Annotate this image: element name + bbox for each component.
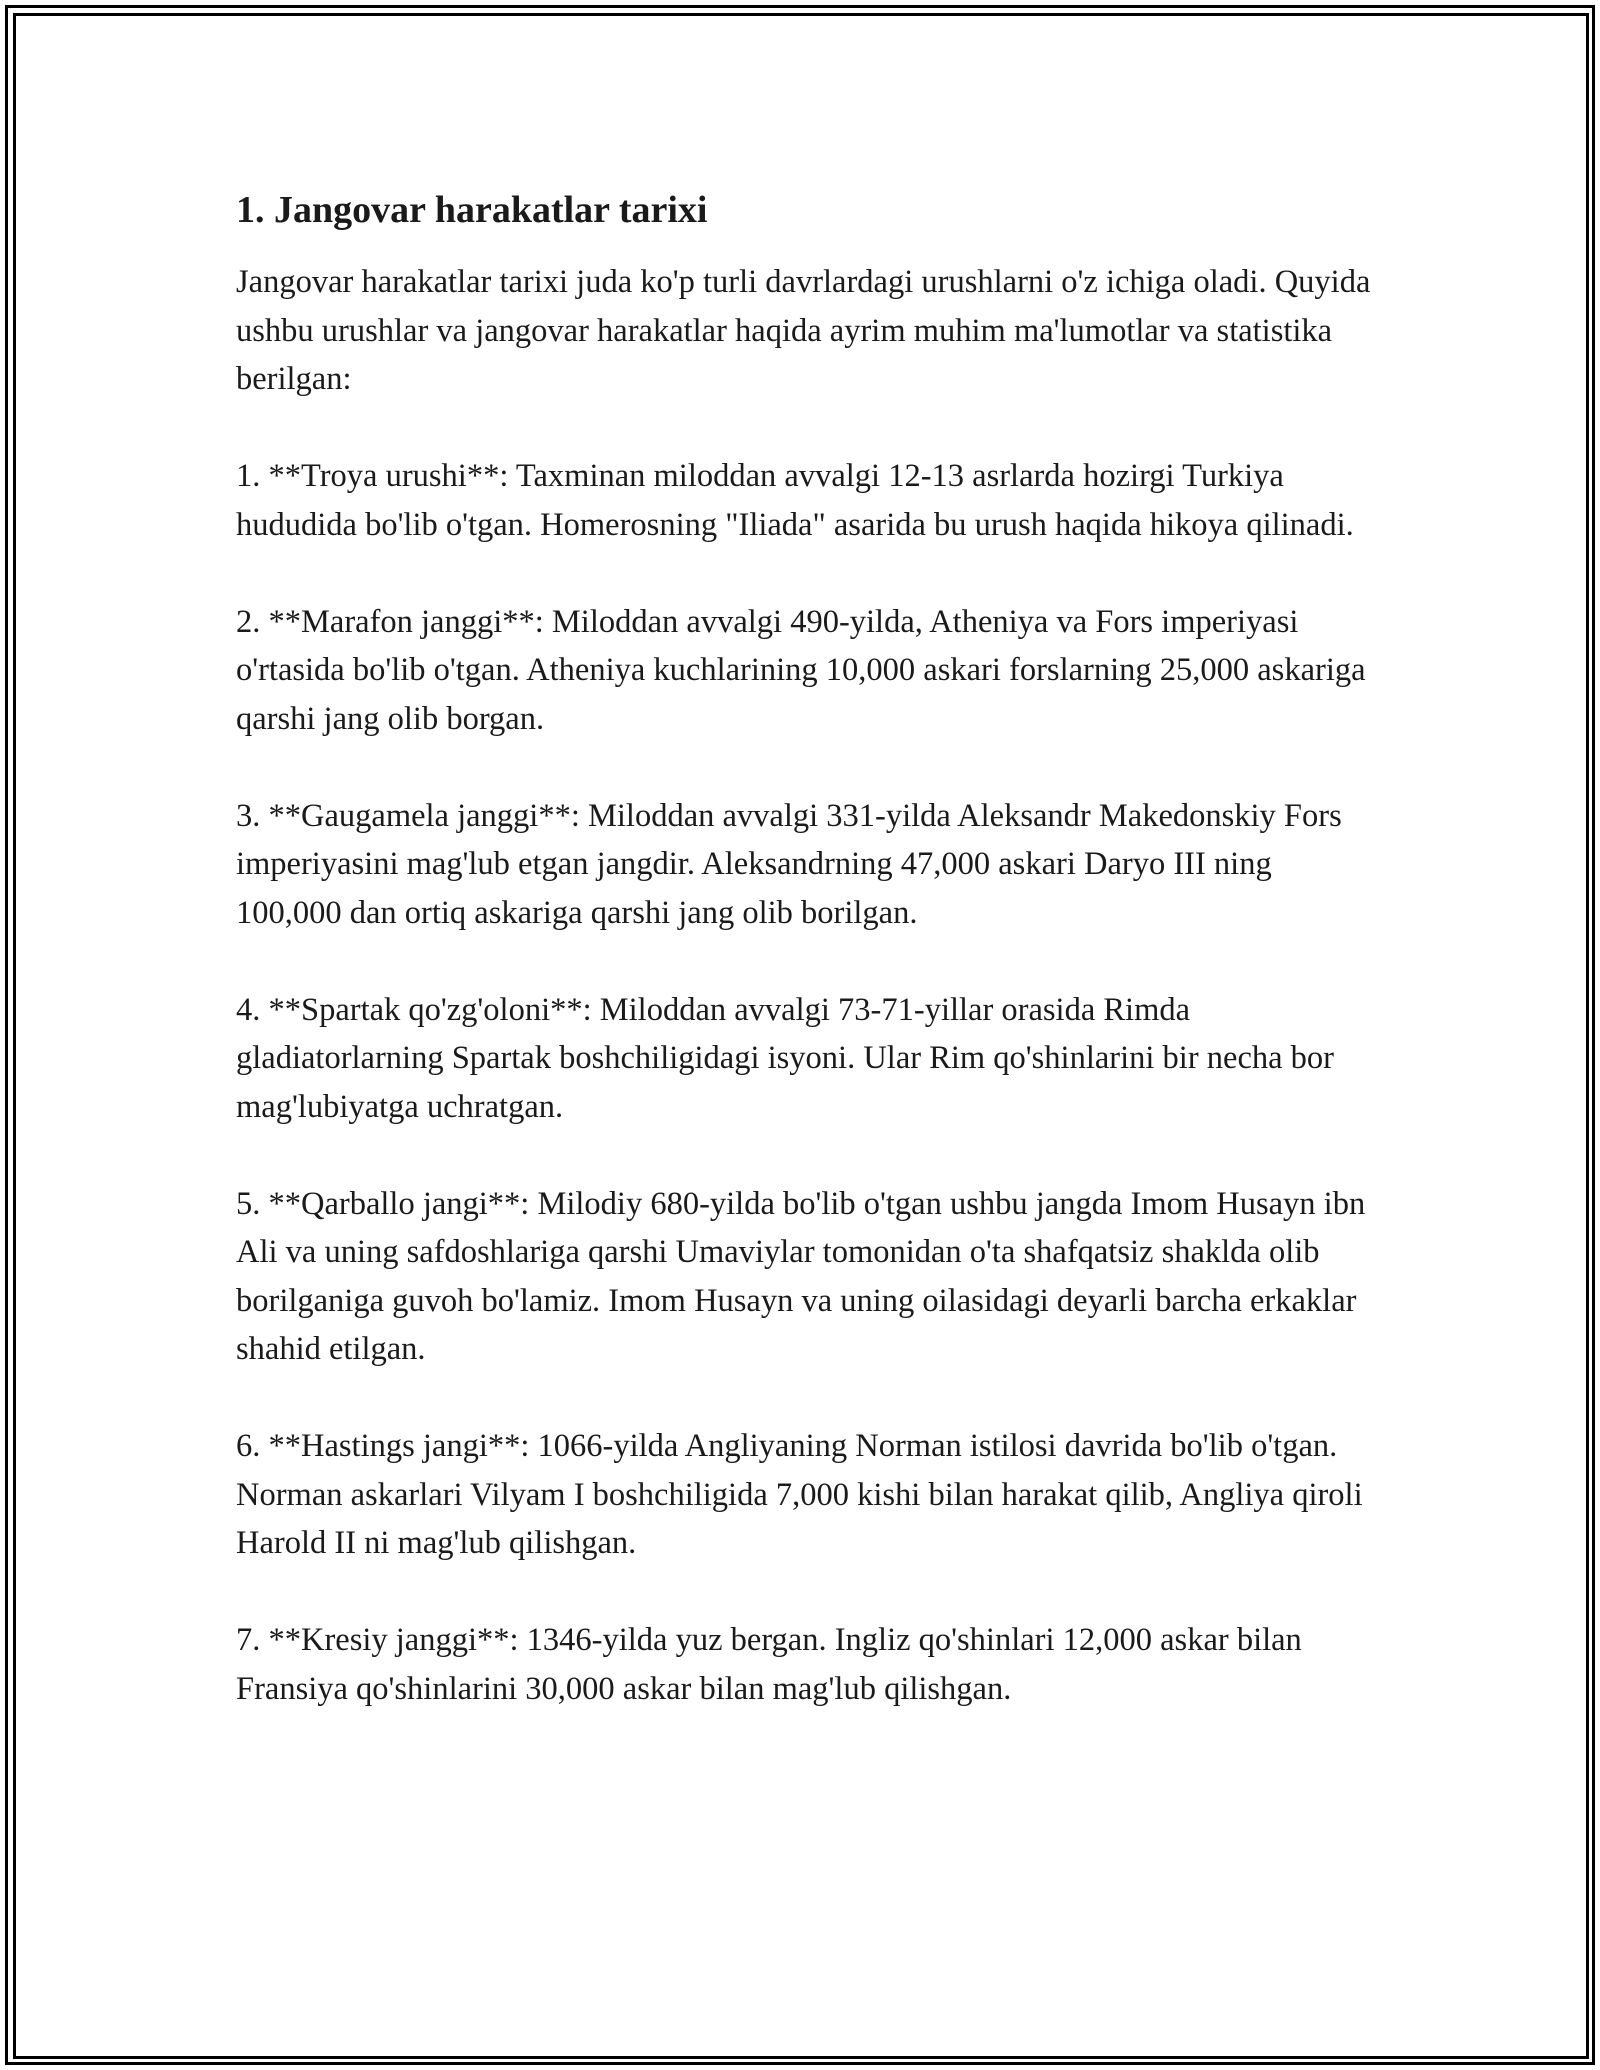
- list-item-marafon: 2. **Marafon janggi**: Miloddan avvalgi 490-yilda, Atheniya va Fors imperiyasi o'rtasida bo'lib o'tgan. Atheniya kuchlarining 10,000 askari forslarning 25,000 askariga qarshi jang olib borgan.: [236, 603, 1366, 737]
- document-body: [236, 186, 1376, 1713]
- section-title: 1. Jangovar harakatlar tarixi: [236, 189, 708, 231]
- list-item-troya: 1. **Troya urushi**: Taxminan miloddan avvalgi 12-13 asrlarda hozirgi Turkiya hududida bo'lib o'tgan. Homerosning "Iliada" asarida bu urush haqida hikoya qilinadi.: [236, 458, 1354, 543]
- intro-paragraph: Jangovar harakatlar tarixi juda ko'p turli davrlardagi urushlarni o'z ichiga oladi. Quyida ushbu urushlar va jangovar harakatlar haqida ayrim muhim ma'lumotlar va statistika berilgan:: [236, 264, 1371, 397]
- list-item-kresiy: 7. **Kresiy janggi**: 1346-yilda yuz bergan. Ingliz qo'shinlari 12,000 askar bilan Fransiya qo'shinlarini 30,000 askar bilan mag'lub qilishgan.: [236, 1622, 1302, 1707]
- list-item-spartak: 4. **Spartak qo'zg'oloni**: Miloddan avvalgi 73-71-yillar orasida Rimda gladiatorlarning Spartak boshchiligidagi isyoni. Ular Rim qo'shinlarini bir necha bor mag'lubiyatga uchratgan.: [236, 991, 1335, 1125]
- list-item-qarballo: 5. **Qarballo jangi**: Milodiy 680-yilda bo'lib o'tgan ushbu jangda Imom Husayn ibn Ali va uning safdoshlariga qarshi Umaviylar tomonidan o'ta shafqatsiz shaklda olib borilganiga guvoh bo'lamiz. Imom Husayn va uning oilasidagi deyarli barcha erkaklar shahid etilgan.: [236, 1185, 1366, 1367]
- list-item-gaugamela: 3. **Gaugamela janggi**: Miloddan avvalgi 331-yilda Aleksandr Makedonskiy Fors imperiyasini mag'lub etgan jangdir. Aleksandrning 47,000 askari Daryo III ning 100,000 dan ortiq askariga qarshi jang olib borilgan.: [236, 797, 1342, 931]
- list-item-hastings: 6. **Hastings jangi**: 1066-yilda Angliyaning Norman istilosi davrida bo'lib o'tgan. Norman askarlari Vilyam I boshchiligida 7,000 kishi bilan harakat qilib, Angliya qiroli Harold II ni mag'lub qilishgan.: [236, 1428, 1363, 1561]
